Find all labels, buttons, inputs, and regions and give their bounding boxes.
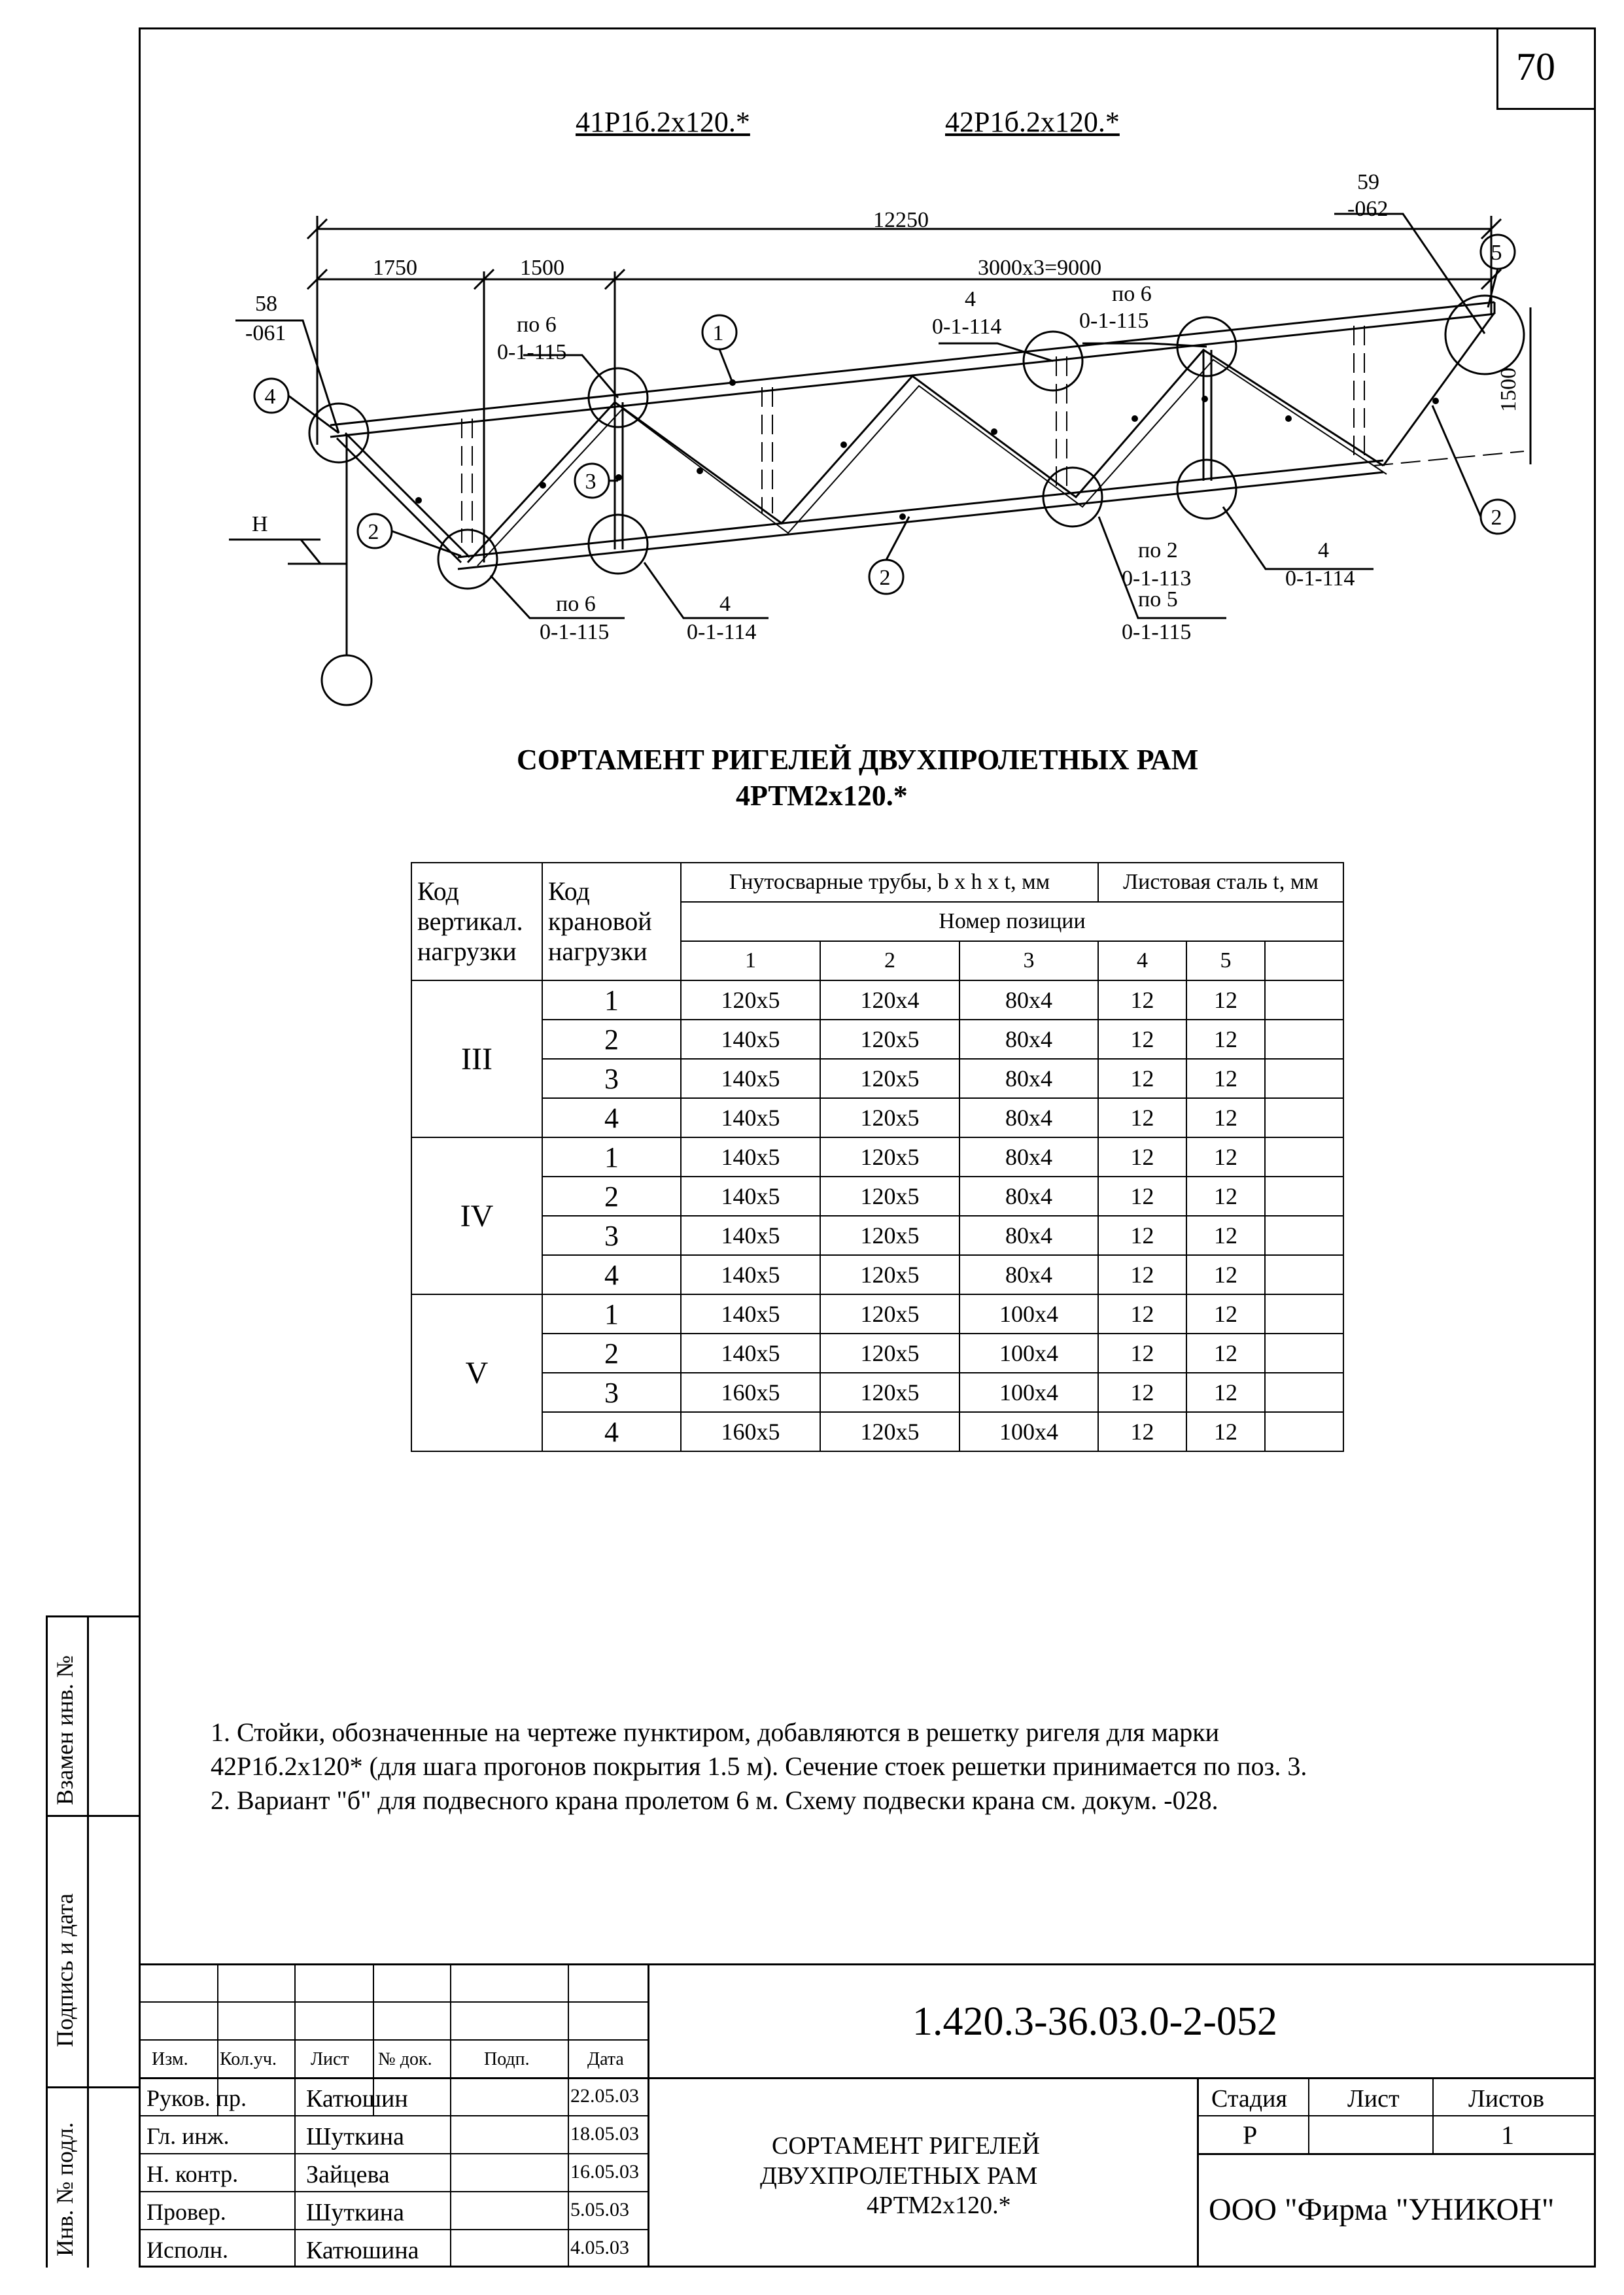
value-cell-p1: 140x5 (681, 1334, 820, 1373)
value-cell-p4: 12 (1098, 1255, 1186, 1294)
pos-2-label: 2 (368, 520, 379, 544)
ref-061: -061 (245, 321, 286, 345)
empty-cell (1265, 1412, 1343, 1451)
value-cell-p4: 12 (1098, 1412, 1186, 1451)
value-cell-p2: 120x5 (820, 1216, 959, 1255)
empty-cell (1265, 1373, 1343, 1412)
header-sheet: Листовая сталь t, мм (1098, 863, 1343, 902)
pos-col-4: 4 (1098, 941, 1186, 980)
empty-cell (1265, 1255, 1343, 1294)
mark-41: 41Р1б.2x120.* (576, 106, 750, 138)
table-row (411, 1412, 1343, 1451)
dim-9000: 3000x3=9000 (978, 256, 1102, 280)
signatory-name: Катюшин (306, 2085, 408, 2113)
value-cell-p4: 12 (1098, 1334, 1186, 1373)
value-cell-p4: 12 (1098, 1098, 1186, 1137)
empty-cell (1265, 1137, 1343, 1177)
signatory-name: Шуткина (306, 2199, 404, 2226)
value-cell-p4: 12 (1098, 1059, 1186, 1098)
ref-115-d: 0-1-115 (1122, 620, 1192, 644)
dim-height: 1500 (1496, 368, 1521, 412)
value-cell-p4: 12 (1098, 1294, 1186, 1334)
vert-code-cell: III (411, 980, 542, 1137)
value-cell-p1: 140x5 (681, 1098, 820, 1137)
tb-col-kol: Кол.уч. (220, 2049, 277, 2069)
signatory-date: 16.05.03 (570, 2161, 639, 2183)
value-cell-p5: 12 (1186, 1137, 1265, 1177)
dim-1500: 1500 (520, 256, 564, 280)
value-cell-p2: 120x5 (820, 1255, 959, 1294)
tb-col-date: Дата (587, 2049, 624, 2069)
value-cell-p5: 12 (1186, 1177, 1265, 1216)
ref-4-c: 4 (1318, 538, 1329, 562)
tb-col-list: Лист (311, 2049, 349, 2069)
main-title-line1: СОРТАМЕНТ РИГЕЛЕЙ ДВУХПРОЛЕТНЫХ РАМ (517, 744, 1199, 776)
value-cell-p5: 12 (1186, 1059, 1265, 1098)
pos-col-2: 2 (820, 941, 959, 980)
empty-cell (1265, 1294, 1343, 1334)
tb-col-podp: Подп. (484, 2049, 530, 2069)
value-cell-p2: 120x5 (820, 1177, 959, 1216)
value-cell-p4: 12 (1098, 1137, 1186, 1177)
tb-col-ndoc: № док. (378, 2049, 432, 2069)
header-pos: Номер позиции (681, 902, 1343, 941)
value-cell-p4: 12 (1098, 1216, 1186, 1255)
doc-title-3: 4РТМ2x120.* (867, 2192, 1011, 2219)
signatory-role: Н. контр. (147, 2161, 239, 2187)
value-cell-p2: 120x5 (820, 1294, 959, 1334)
value-cell-p3: 80x4 (959, 1020, 1098, 1059)
value-cell-p1: 140x5 (681, 1137, 820, 1177)
value-cell-p1: 140x5 (681, 1294, 820, 1334)
ref-58: 58 (255, 292, 277, 316)
side-sign: Подпись и дата (52, 1893, 78, 2047)
value-cell-p2: 120x5 (820, 1020, 959, 1059)
value-cell-p3: 100x4 (959, 1334, 1098, 1373)
ref-113: 0-1-113 (1122, 566, 1192, 591)
ref-115-c: 0-1-115 (540, 620, 610, 644)
side-replace: Взамен инв. № (52, 1655, 78, 1805)
pos-2c-label: 2 (1491, 506, 1502, 530)
ref-115-a: 0-1-115 (497, 340, 567, 364)
empty-cell (1265, 1059, 1343, 1098)
note-1b: 42Р1б.2x120* (для шага прогонов покрытия 1.5 м). Сечение стоек решетки принимается по поз. 3. (211, 1751, 1307, 1781)
signatory-role: Руков. пр. (147, 2085, 247, 2111)
value-cell-p3: 80x4 (959, 1177, 1098, 1216)
value-cell-p5: 12 (1186, 1098, 1265, 1137)
value-cell-p2: 120x5 (820, 1334, 959, 1373)
stage-value: Р (1243, 2120, 1258, 2150)
ref-114-b: 0-1-114 (687, 620, 757, 644)
empty-cell (1265, 1098, 1343, 1137)
pos-3-label: 3 (585, 470, 596, 494)
ref-59: 59 (1357, 170, 1379, 194)
signatory-name: Шуткина (306, 2123, 404, 2150)
value-cell-p5: 12 (1186, 1294, 1265, 1334)
doc-title-2: ДВУХПРОЛЕТНЫХ РАМ (760, 2162, 1038, 2190)
empty-cell (1265, 1216, 1343, 1255)
table-row (411, 1216, 1343, 1255)
table-row (411, 1098, 1343, 1137)
crane-code-cell: 1 (542, 1137, 681, 1177)
mark-42: 42Р1б.2x120.* (945, 106, 1120, 138)
empty-cell (1265, 1177, 1343, 1216)
value-cell-p3: 80x4 (959, 1137, 1098, 1177)
value-cell-p3: 100x4 (959, 1373, 1098, 1412)
value-cell-p3: 100x4 (959, 1294, 1098, 1334)
value-cell-p2: 120x5 (820, 1137, 959, 1177)
pos-col-1: 1 (681, 941, 820, 980)
value-cell-p4: 12 (1098, 1177, 1186, 1216)
empty-cell (1265, 1020, 1343, 1059)
pos-col-empty (1265, 941, 1343, 980)
value-cell-p1: 160x5 (681, 1412, 820, 1451)
sortament-table (411, 862, 1344, 1452)
doc-code: 1.420.3-36.03.0-2-052 (912, 1999, 1277, 2044)
sheets-label: Листов (1468, 2085, 1545, 2113)
signatory-role: Провер. (147, 2199, 226, 2225)
ref-115-b: 0-1-115 (1079, 309, 1149, 333)
header-vert: Код вертикал. нагрузки (411, 863, 542, 980)
ref-4-b: 4 (719, 592, 731, 616)
value-cell-p1: 140x5 (681, 1216, 820, 1255)
table-row (411, 1255, 1343, 1294)
ref-114-c: 0-1-114 (1285, 566, 1355, 591)
pos-col-5: 5 (1186, 941, 1265, 980)
stage-label: Стадия (1211, 2085, 1287, 2113)
crane-code-cell: 3 (542, 1216, 681, 1255)
signatory-date: 5.05.03 (570, 2199, 629, 2220)
signatory-role: Исполн. (147, 2237, 228, 2263)
crane-code-cell: 2 (542, 1020, 681, 1059)
truss-drawing (0, 0, 1624, 733)
value-cell-p1: 140x5 (681, 1059, 820, 1098)
signatory-name: Катюшина (306, 2237, 419, 2264)
table-row (411, 1020, 1343, 1059)
signatory-date: 22.05.03 (570, 2085, 639, 2107)
ref-po6-c: по 6 (556, 592, 596, 616)
value-cell-p5: 12 (1186, 1412, 1265, 1451)
table-row (411, 1177, 1343, 1216)
value-cell-p2: 120x5 (820, 1373, 959, 1412)
value-cell-p5: 12 (1186, 1373, 1265, 1412)
crane-code-cell: 2 (542, 1177, 681, 1216)
empty-cell (1265, 980, 1343, 1020)
value-cell-p5: 12 (1186, 980, 1265, 1020)
ref-po2: по 2 (1138, 538, 1178, 562)
value-cell-p3: 80x4 (959, 1098, 1098, 1137)
doc-title-1: СОРТАМЕНТ РИГЕЛЕЙ (772, 2132, 1040, 2160)
table-row (411, 1294, 1343, 1334)
header-crane: Код крановой нагрузки (542, 863, 681, 980)
value-cell-p3: 100x4 (959, 1412, 1098, 1451)
crane-code-cell: 4 (542, 1255, 681, 1294)
crane-code-cell: 1 (542, 980, 681, 1020)
value-cell-p5: 12 (1186, 1334, 1265, 1373)
crane-code-cell: 4 (542, 1412, 681, 1451)
value-cell-p1: 140x5 (681, 1020, 820, 1059)
value-cell-p2: 120x5 (820, 1098, 959, 1137)
ref-po6-a: по 6 (517, 313, 557, 337)
bottom-chord (458, 460, 1383, 557)
vert-code-cell: V (411, 1294, 542, 1451)
side-inv: Инв. № подл. (52, 2122, 78, 2256)
value-cell-p1: 120x5 (681, 980, 820, 1020)
value-cell-p1: 160x5 (681, 1373, 820, 1412)
table-row (411, 1334, 1343, 1373)
value-cell-p2: 120x4 (820, 980, 959, 1020)
signatory-date: 18.05.03 (570, 2123, 639, 2145)
page-number: 70 (1516, 45, 1555, 88)
table-row (411, 1059, 1343, 1098)
note-2: 2. Вариант "б" для подвесного крана пролетом 6 м. Схему подвески крана см. докум. -028. (211, 1786, 1218, 1815)
ref-po5: по 5 (1138, 587, 1178, 612)
signatory-role: Гл. инж. (147, 2123, 230, 2149)
value-cell-p1: 140x5 (681, 1177, 820, 1216)
crane-code-cell: 3 (542, 1059, 681, 1098)
ref-114-a: 0-1-114 (932, 315, 1002, 339)
table-row (411, 1137, 1343, 1177)
value-cell-p4: 12 (1098, 980, 1186, 1020)
value-cell-p4: 12 (1098, 1020, 1186, 1059)
signatory-date: 4.05.03 (570, 2237, 629, 2258)
ref-po6-b: по 6 (1112, 282, 1152, 306)
organization: ООО "Фирма "УНИКОН" (1209, 2192, 1555, 2227)
ref-062: -062 (1347, 197, 1389, 221)
main-title-line2: 4РТМ2x120.* (736, 780, 908, 812)
table-row (411, 1373, 1343, 1412)
tb-col-izm: Изм. (152, 2049, 188, 2069)
vert-code-cell: IV (411, 1137, 542, 1294)
crane-code-cell: 1 (542, 1294, 681, 1334)
crane-code-cell: 2 (542, 1334, 681, 1373)
value-cell-p3: 80x4 (959, 980, 1098, 1020)
crane-code-cell: 4 (542, 1098, 681, 1137)
value-cell-p5: 12 (1186, 1020, 1265, 1059)
value-cell-p3: 80x4 (959, 1255, 1098, 1294)
value-cell-p5: 12 (1186, 1255, 1265, 1294)
pos-5-label: 5 (1491, 241, 1502, 265)
pos-2b-label: 2 (879, 566, 891, 590)
empty-cell (1265, 1334, 1343, 1373)
crane-code-cell: 3 (542, 1373, 681, 1412)
dim-1750: 1750 (373, 256, 417, 280)
h-label: Н (252, 512, 268, 536)
ref-4-a: 4 (965, 287, 976, 311)
pos-col-3: 3 (959, 941, 1098, 980)
value-cell-p1: 140x5 (681, 1255, 820, 1294)
note-1a: 1. Стойки, обозначенные на чертеже пунктиром, добавляются в решетку ригеля для марки (211, 1717, 1220, 1747)
value-cell-p2: 120x5 (820, 1059, 959, 1098)
value-cell-p4: 12 (1098, 1373, 1186, 1412)
table-row (411, 980, 1343, 1020)
value-cell-p5: 12 (1186, 1216, 1265, 1255)
sheet-label: Лист (1347, 2085, 1400, 2113)
header-tubes: Гнутосварные трубы, b x h x t, мм (681, 863, 1098, 902)
pos-4-label: 4 (264, 385, 276, 409)
value-cell-p3: 80x4 (959, 1059, 1098, 1098)
value-cell-p2: 120x5 (820, 1412, 959, 1451)
pos-1-label: 1 (712, 321, 724, 345)
dim-overall: 12250 (873, 208, 929, 232)
sheets-value: 1 (1501, 2120, 1514, 2150)
table-body (411, 980, 1343, 1451)
signatory-name: Зайцева (306, 2161, 390, 2188)
value-cell-p3: 80x4 (959, 1216, 1098, 1255)
